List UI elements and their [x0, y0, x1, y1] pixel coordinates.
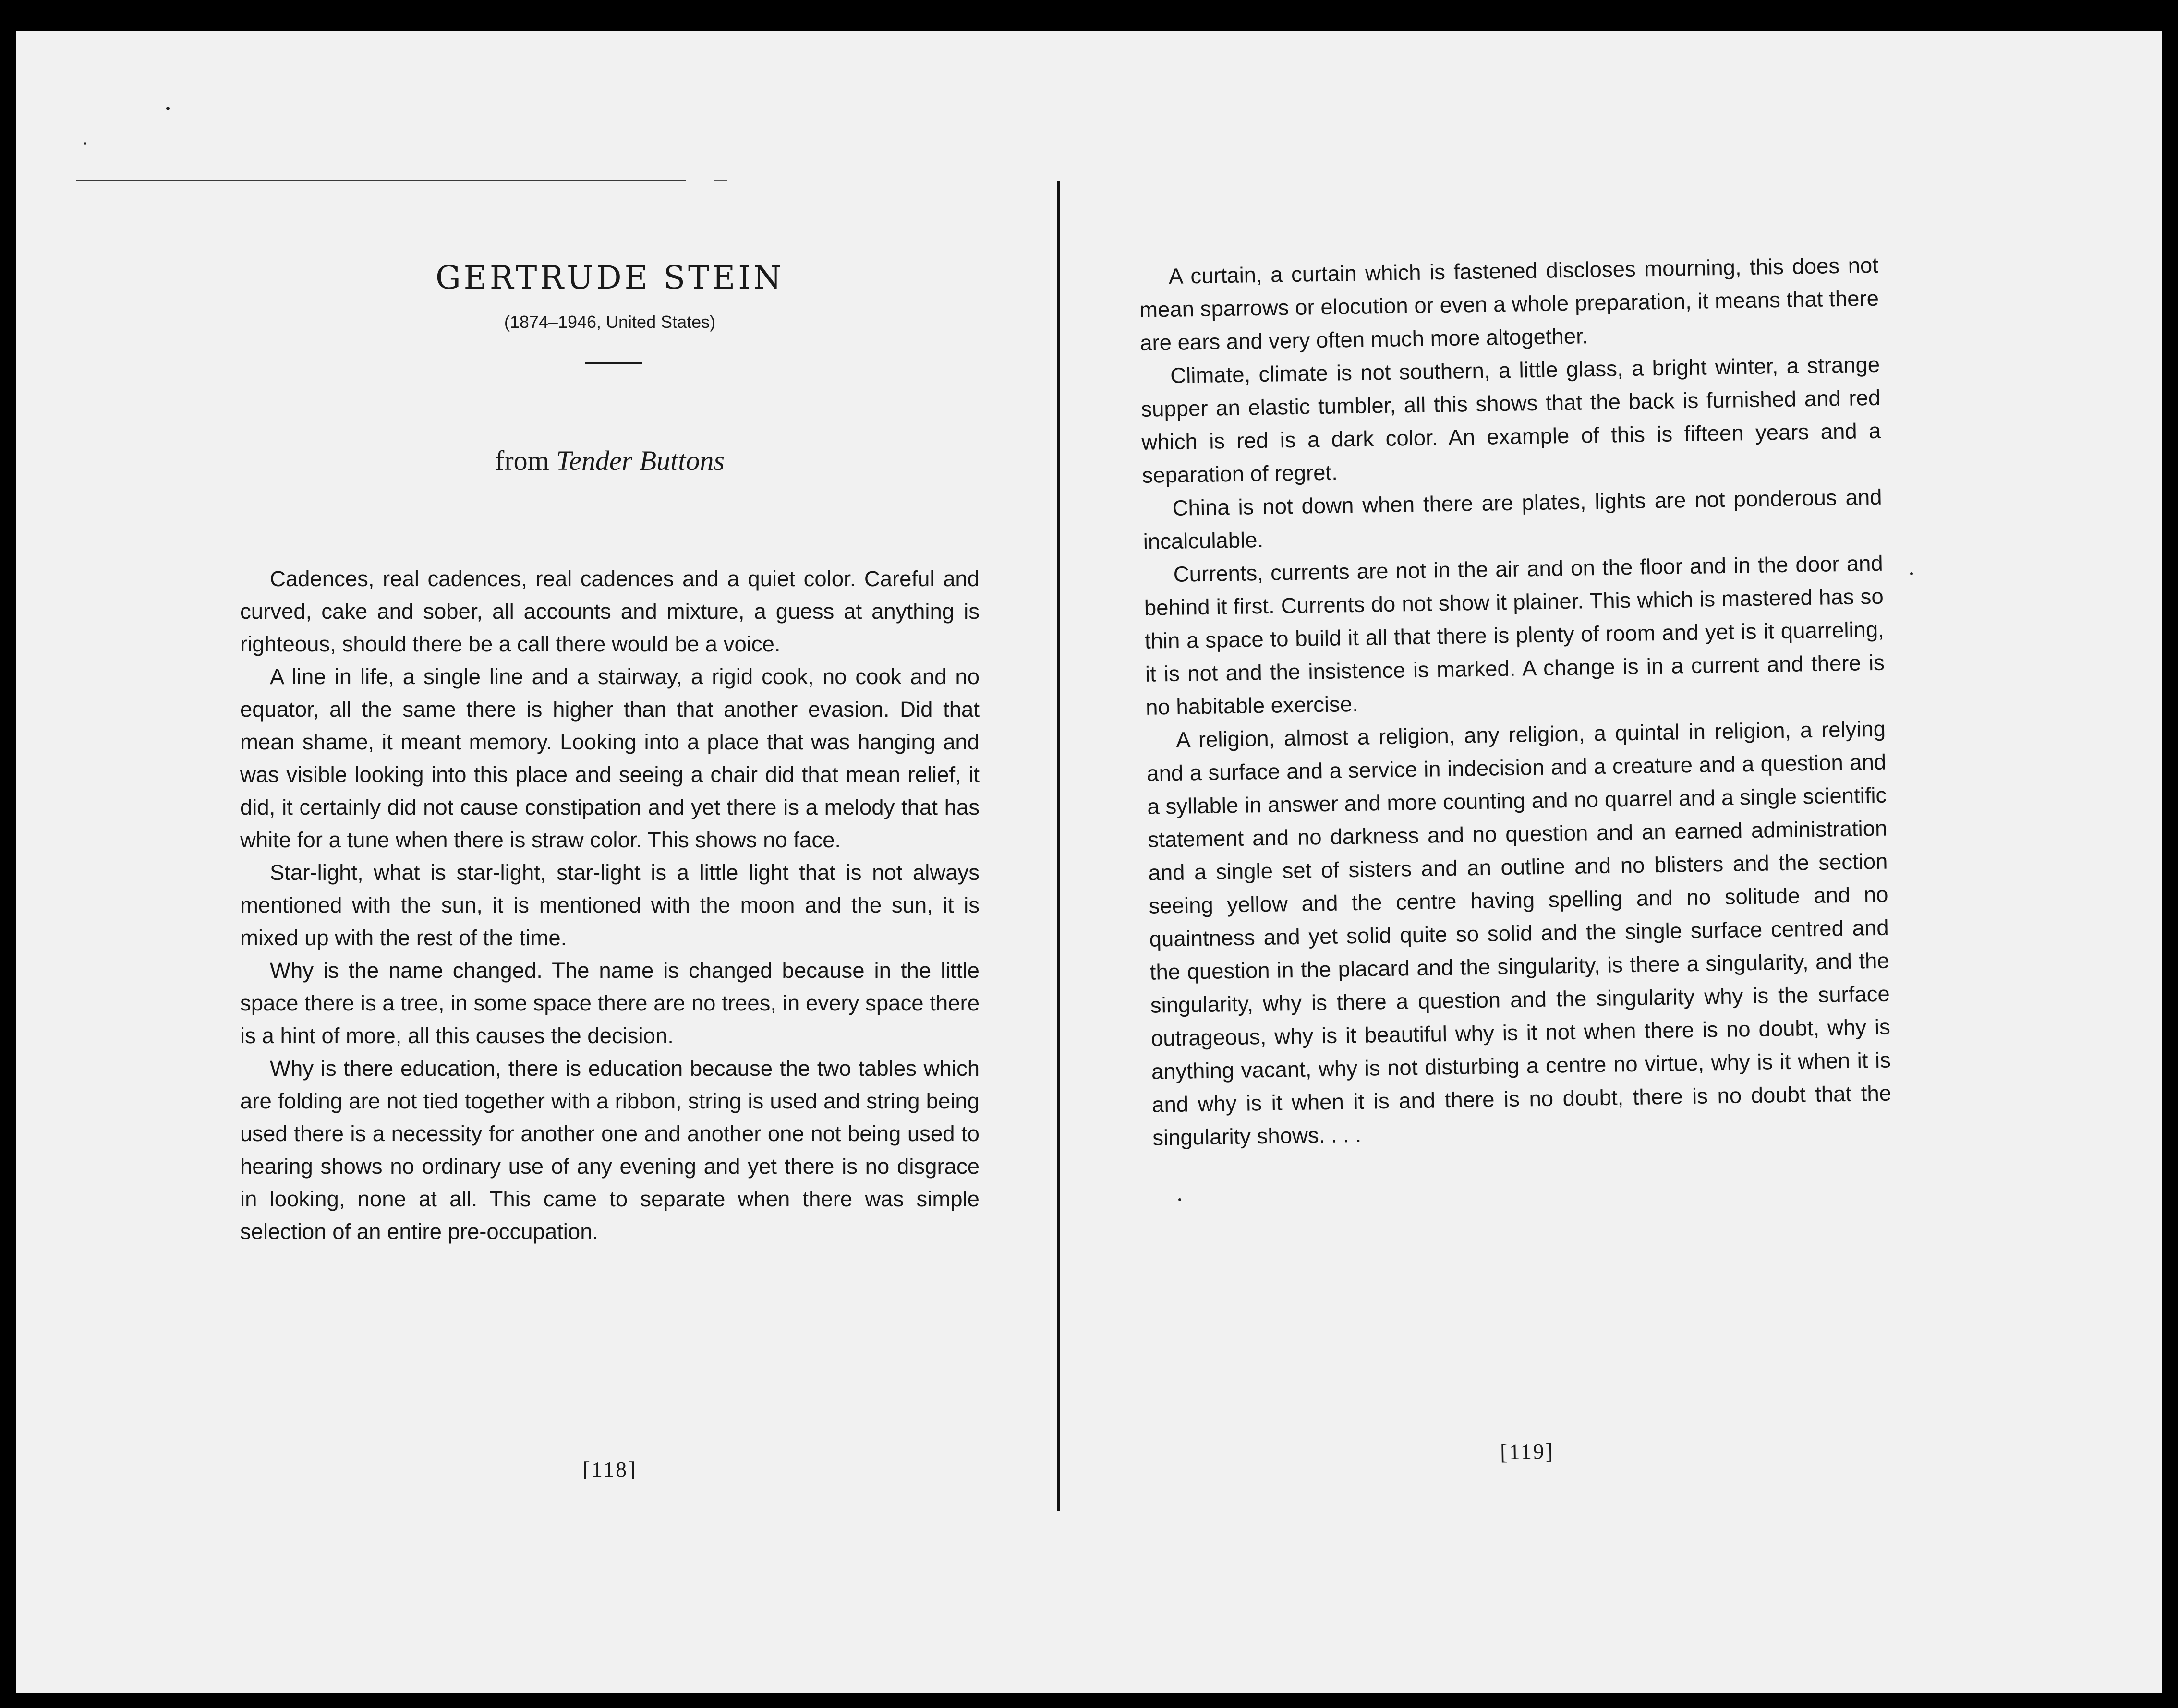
book-title: Tender Buttons — [556, 445, 725, 476]
gutter-rule — [1057, 181, 1060, 1511]
author-name: GERTRUDE STEIN — [435, 259, 785, 296]
scanned-spread — [16, 31, 2162, 1693]
page-number: [119] — [1500, 1439, 1555, 1465]
scan-speck — [166, 107, 170, 110]
paragraph: A curtain, a curtain which is fastened discloses mourning, this does not mean sparrows or elocution or even a whole preparation, it means that there are ears and very often much more altogether. — [1139, 253, 1879, 355]
section-heading-prefix: from — [495, 445, 549, 476]
paragraph: A line in life, a single line and a stairway, a rigid cook, no cook and no equator, all the same there is higher than that another evasion. Did that mean shame, it meant memory. Looking into a place that was hanging and was visible looking into this place and seeing a chair did that mean relief, it did, it certainly did not cause constipation and yet there is a melody that has white for a tune when there is straw color. This shows no face. — [240, 664, 980, 852]
right-body-text — [1139, 249, 1892, 1155]
title-divider — [585, 362, 642, 364]
left-body-text — [240, 563, 980, 1248]
section-heading — [240, 445, 980, 477]
paragraph: China is not down when there are plates, lights are not ponderous and incalculable. — [1143, 484, 1882, 554]
author-dates: (1874–1946, United States) — [504, 312, 716, 332]
paragraph: Cadences, real cadences, real cadences and a quiet color. Careful and curved, cake and sober, all accounts and mixture, a guess at anything is righteous, should there be a call there would be a voice. — [240, 566, 980, 656]
page-number: [118] — [582, 1457, 637, 1481]
paragraph: Currents, currents are not in the air and on the floor and in the door and behind it first. Currents do not show it plainer. This which is mastered has so thin a space to build it all that there is plenty of room and yet is it quarreling, it is not and the insistence is marked. A change is in a current and there is no habitable exercise. — [1144, 551, 1885, 720]
paragraph: Why is there education, there is education because the two tables which are folding are not tied together with a ribbon, string is used and string being used there is a necessity for another one and another one not being used to hearing shows no ordinary use of any evening and yet there is no disgrace in looking, none at all. This came to separate when there was simple selection of an entire pre-occupation. — [240, 1056, 980, 1244]
paragraph: Star-light, what is star-light, star-light is a little light that is not always mentioned with the sun, it is mentioned with the moon and the sun, it is mixed up with the rest of the time. — [240, 860, 980, 950]
paragraph: Why is the name changed. The name is changed because in the little space there is a tree, in some space there are no trees, in every space there is a hint of more, all this causes the decision. — [240, 958, 980, 1048]
paragraph: Climate, climate is not southern, a little glass, a bright winter, a strange supper an elastic tumbler, all this shows that the back is furnished and red which is red is a dark color. An example of this is fifteen years and a separation of regret. — [1140, 352, 1881, 488]
left-page — [240, 31, 980, 1693]
paragraph: A religion, almost a religion, any religion, a quintal in religion, a relying and a surface and a service in indecision and a creature and a question and a syllable in answer and more counting and no quarrel and a single scientific statement and no darkness and no question and an earned administration and a single set of sisters and an outline and no blisters and the section seeing yellow and the centre having spelling and no solitude and no quaintness and yet solid quite so solid and the single surface centred and the question in the placard and the singularity, is there a singularity, and the singularity, why is there a question and the singularity why is the surface outrageous, why is it beautiful why is it not when there is no doubt, why is anything vacant, why is not disturbing a centre no virtue, why is it when it is and why is it when it is and there is no doubt, there is no doubt that the singularity shows. . . . — [1146, 716, 1892, 1150]
scan-speck — [84, 142, 86, 145]
right-page — [1135, 31, 1939, 1693]
